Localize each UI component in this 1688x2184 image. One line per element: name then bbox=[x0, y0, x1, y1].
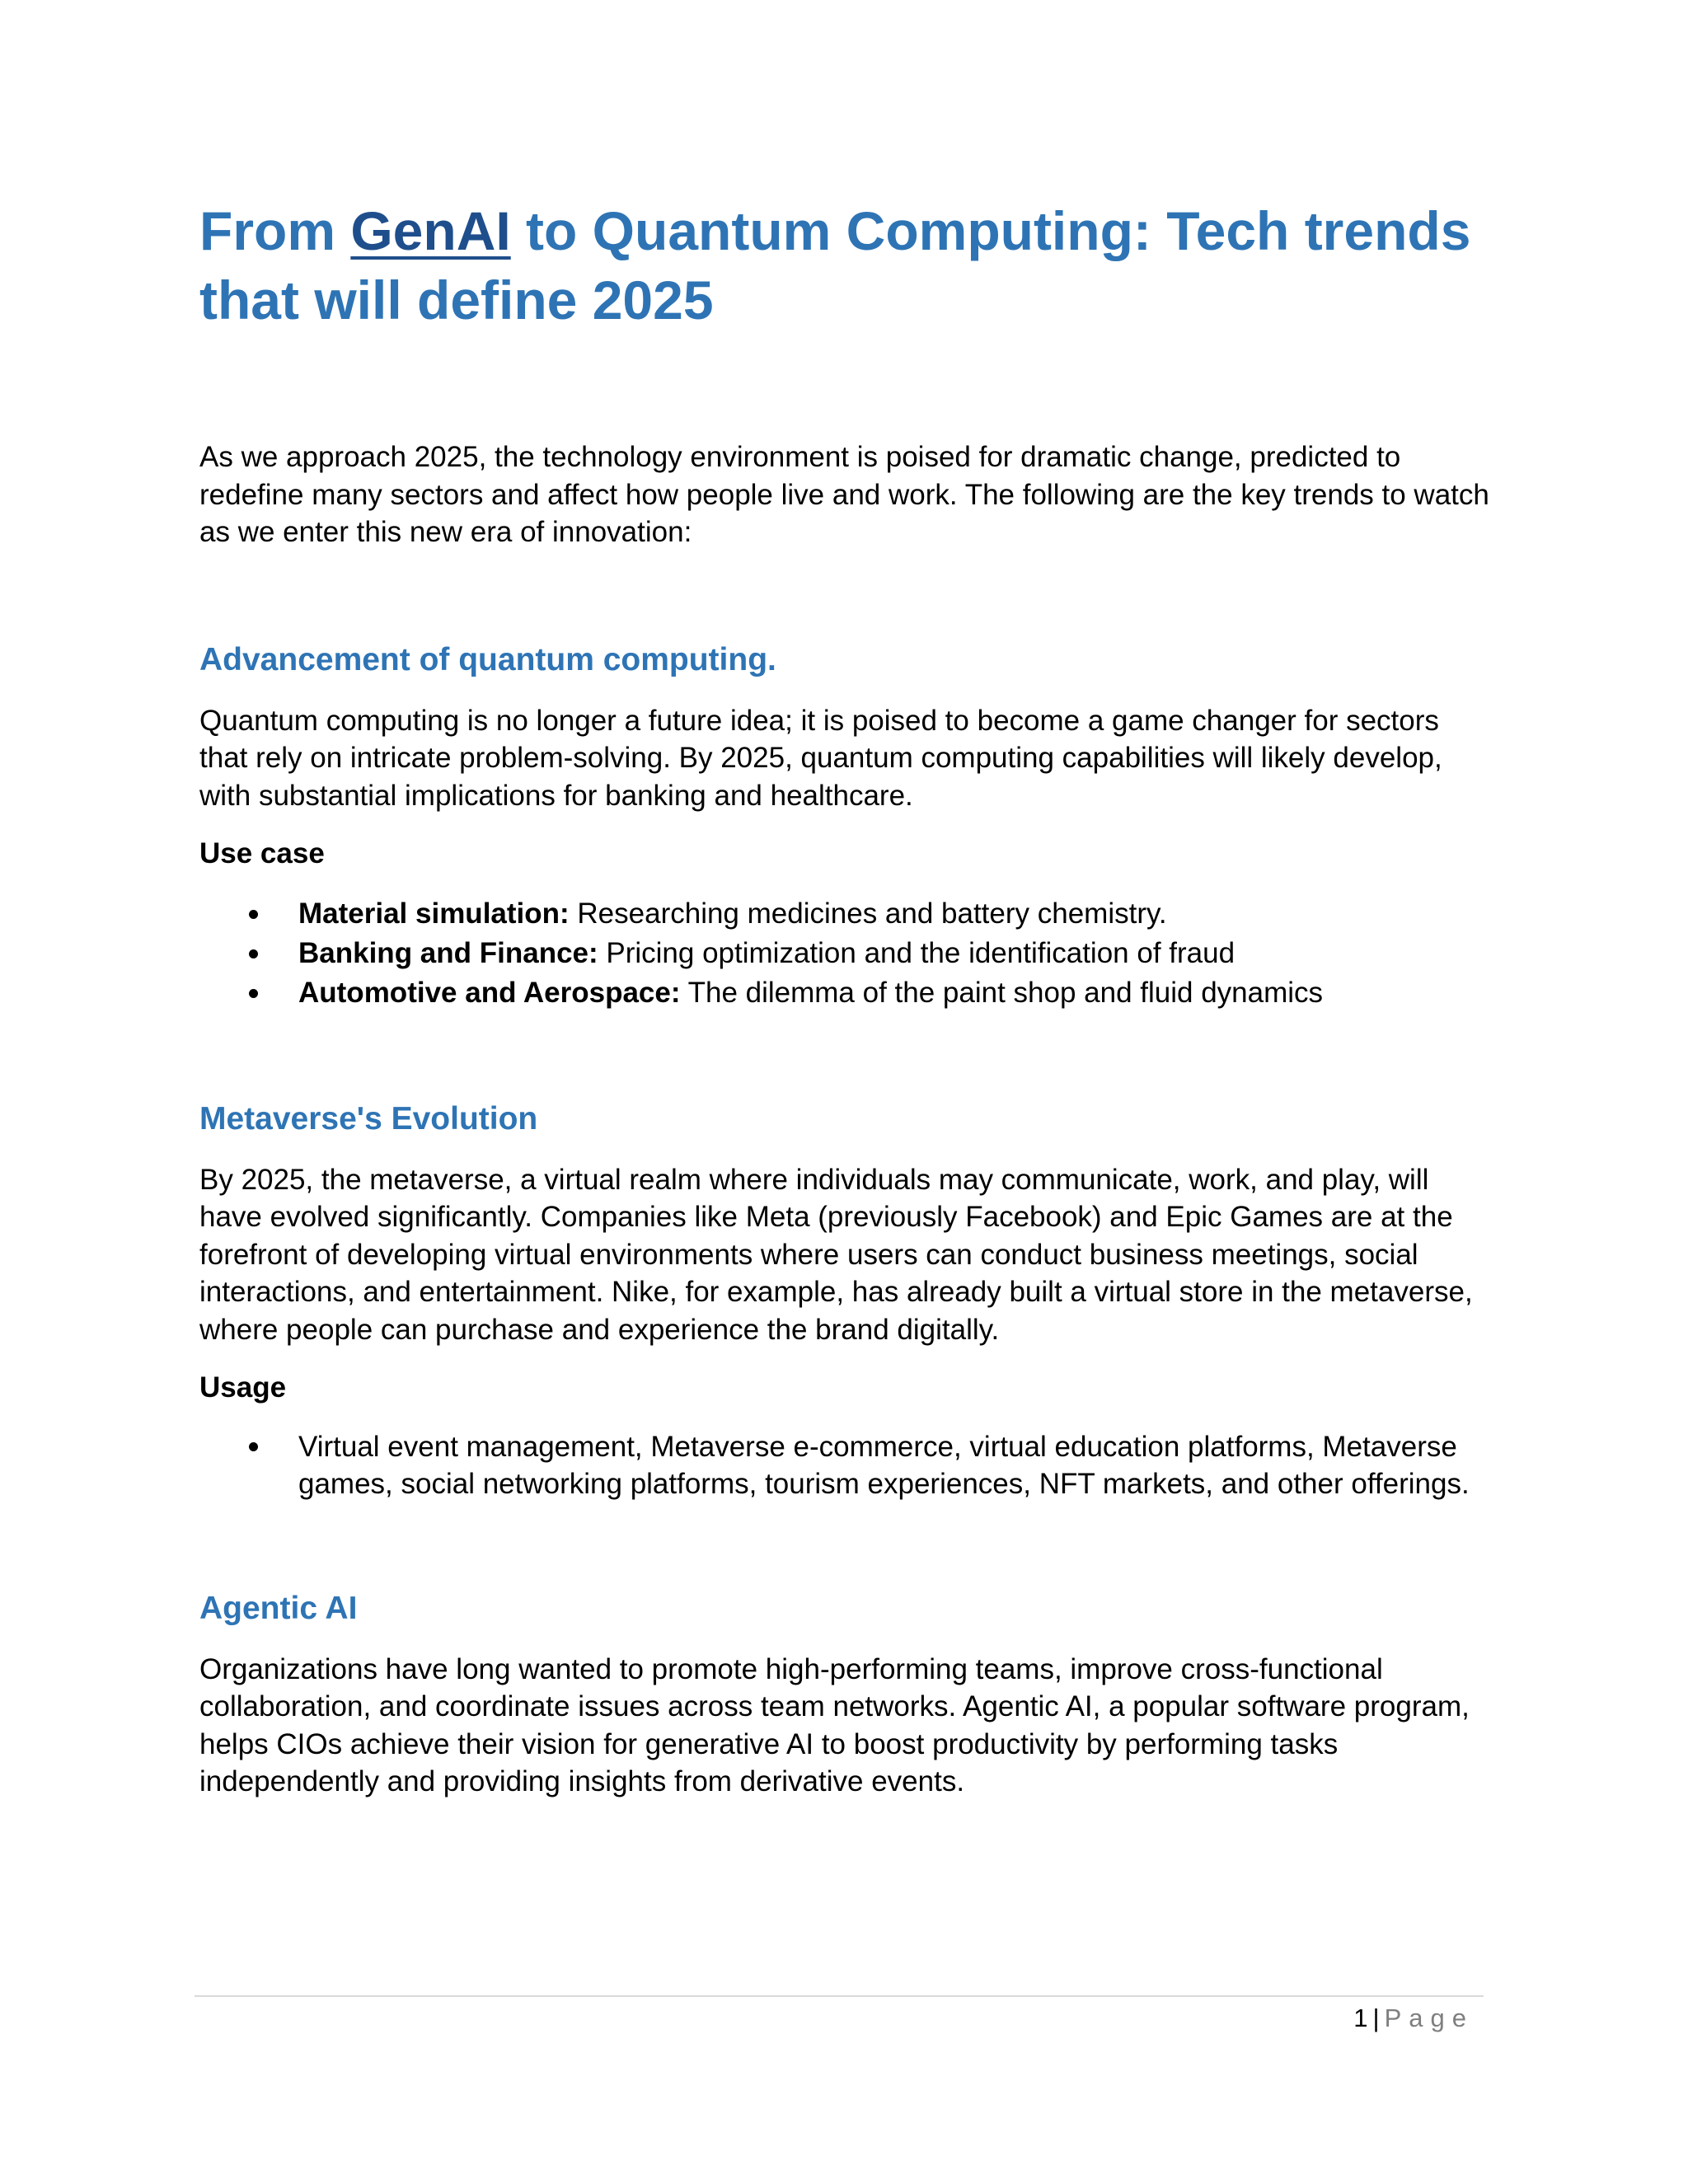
list-item-text: Researching medicines and battery chemistry. bbox=[569, 897, 1167, 930]
bullet-icon bbox=[249, 1442, 258, 1451]
list-item-text: Virtual event management, Metaverse e-commerce, virtual education platforms, Metaverse games, social networking platforms, tourism experiences, NFT markets, and other offerings. bbox=[298, 1430, 1470, 1500]
genai-link[interactable]: GenAI bbox=[350, 200, 511, 261]
bullet-icon bbox=[249, 949, 258, 958]
usage-list bbox=[199, 1428, 1493, 1503]
subheading-usage: Usage bbox=[199, 1371, 287, 1404]
use-case-list bbox=[199, 894, 1493, 1013]
section-heading-quantum: Advancement of quantum computing. bbox=[199, 641, 776, 677]
list-item-text: Pricing optimization and the identification of fraud bbox=[598, 936, 1236, 969]
section-heading-metaverse: Metaverse's Evolution bbox=[199, 1100, 538, 1137]
list-item bbox=[298, 894, 1493, 934]
list-item-label: Automotive and Aerospace: bbox=[298, 976, 681, 1009]
section-paragraph-metaverse: By 2025, the metaverse, a virtual realm where individuals may communicate, work, and play, will have evolved significantly. Companies like Meta (previously Facebook) and Epic Games are at the forefront of developing virtual environments where users can conduct business meetings, social interactions, and entertainment. Nike, for example, has already built a virtual store in the metaverse, where people can purchase and experience the brand digitally. bbox=[199, 1163, 1473, 1346]
footer-divider bbox=[195, 1995, 1484, 1997]
page-number: 1 bbox=[1353, 2004, 1368, 2032]
subheading-use-case: Use case bbox=[199, 837, 325, 869]
list-item bbox=[298, 934, 1493, 973]
document-body bbox=[199, 196, 1493, 1801]
list-item bbox=[298, 1428, 1493, 1503]
bullet-icon bbox=[249, 910, 258, 919]
bullet-icon bbox=[249, 989, 258, 998]
list-item-label: Banking and Finance: bbox=[298, 936, 598, 969]
page-title bbox=[199, 196, 1493, 335]
title-text-start: From bbox=[199, 200, 351, 261]
list-item bbox=[298, 973, 1493, 1013]
list-item-label: Material simulation: bbox=[298, 897, 570, 930]
section-paragraph-quantum: Quantum computing is no longer a future idea; it is poised to become a game changer for sectors that rely on intricate problem-solving. By 2025, quantum computing capabilities will likely develop, with substantial implications for banking and healthcare. bbox=[199, 704, 1442, 812]
title-text-end: to Quantum Computing: Tech trends that will define 2025 bbox=[199, 200, 1471, 330]
intro-paragraph: As we approach 2025, the technology environment is poised for dramatic change, predicted to redefine many sectors and affect how people live and work. The following are the key trends to watch as we enter this new era of innovation: bbox=[199, 441, 1489, 548]
page-footer bbox=[1353, 2002, 1474, 2035]
section-heading-agentic: Agentic AI bbox=[199, 1590, 358, 1626]
section-paragraph-agentic: Organizations have long wanted to promote high-performing teams, improve cross-functional collaboration, and coordinate issues across team networks. Agentic AI, a popular software program, helps CIOs achieve their vision for generative AI to boost productivity by performing tasks independently and providing insights from derivative events. bbox=[199, 1652, 1470, 1797]
footer-separator: | bbox=[1372, 2004, 1380, 2032]
footer-page-label: Page bbox=[1384, 2004, 1474, 2032]
list-item-text: The dilemma of the paint shop and fluid dynamics bbox=[680, 976, 1324, 1009]
